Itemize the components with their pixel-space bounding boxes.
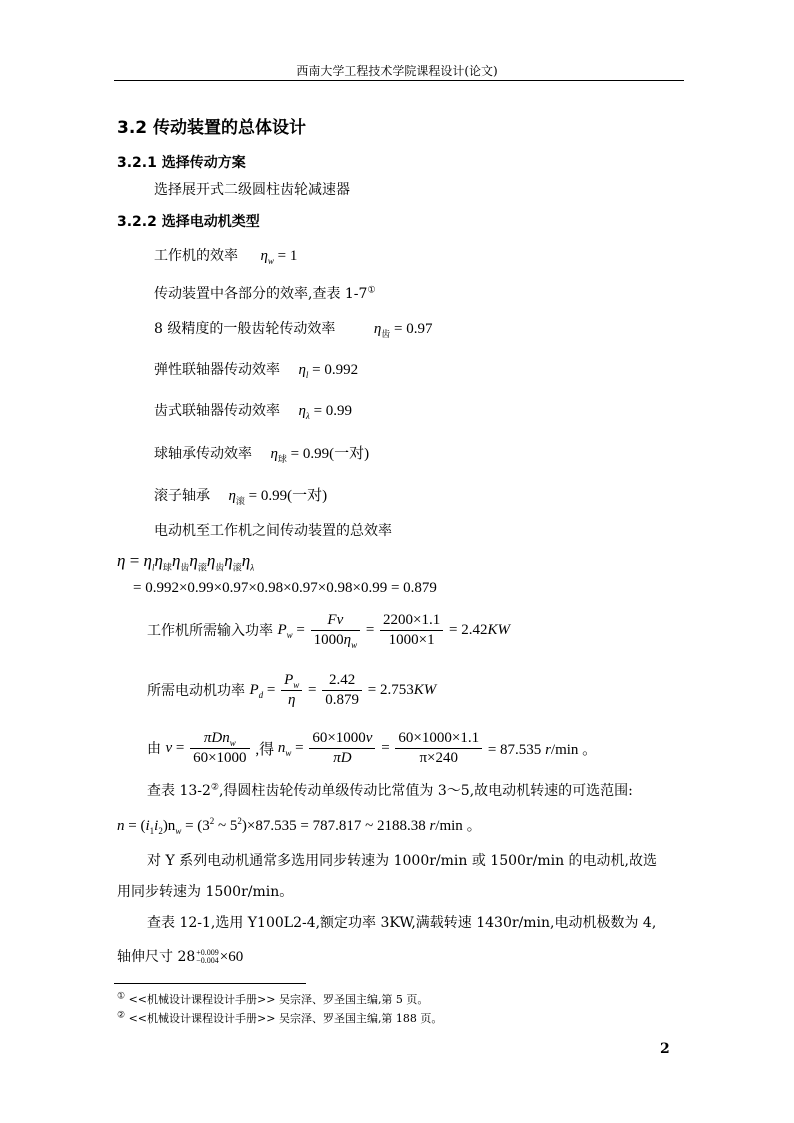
gear-eff-label: 8 级精度的一般齿轮传动效率 <box>154 321 336 337</box>
gear-eff-formula: $\eta_齿 = 0.97$ <box>373 321 433 339</box>
ball-label: 球轴承传动效率 <box>154 446 252 462</box>
total-efficiency-formula: $\eta = \eta_l\eta_球\eta_齿\eta_滚\eta_齿\eta_滚\eta_\lambda$ <box>117 551 255 573</box>
footnote-ref-2: ② <box>210 782 219 793</box>
gear-efficiency-line <box>154 318 433 338</box>
total-efficiency-calc: = 0.992×0.99×0.97×0.98×0.97×0.98×0.99 = 0.879 <box>133 580 437 596</box>
pw-line <box>147 612 510 649</box>
motor-speed-paragraph-line2: 用同步转速为 1500r/min。 <box>117 884 294 900</box>
subsection-title-2: 3.2.2 选择电动机类型 <box>117 214 260 230</box>
speed-range-formula: $n = (i_1i_2)n_w = (3^2$ ~ $5^2)\times 87.535 = 787.817$ ~ 2188.38 r/min 。 <box>117 816 482 836</box>
work-eff-label: 工作机的效率 <box>154 248 238 264</box>
scheme-text: 选择展开式二级圆柱齿轮减速器 <box>154 182 350 198</box>
pw-formula: $P_w$ = $\frac{Fv}{1000\eta_w}$ = $\frac{2200\times 1.1}{1000\times 1}$ = 2.42KW <box>277 612 510 650</box>
footnote-1: ① <<机械设计课程设计手册>> 吴宗泽、罗圣国主编,第 5 页。 <box>117 991 429 1006</box>
roller-formula: $\eta_滚 = 0.99$(一对) <box>228 488 328 506</box>
work-eff-formula: $\eta_w = 1$ <box>260 248 298 266</box>
toothed-coupling-line <box>154 400 352 420</box>
range-text: 查表 13-2②,得圆柱齿轮传动单级传动比常值为 3～5,故电动机转速的可选范围: <box>147 782 633 799</box>
page-header-title: 西南大学工程技术学院课程设计(论文) <box>296 64 498 78</box>
parts-efficiency-line <box>154 283 376 303</box>
nw-formula: v = $\frac{\pi Dn_w}{60\times 1000}$ ,得 $n_w$ = $\frac{60\times 1000v}{\pi D}$ = $\frac{60\times 1000\times 1.1}{\pi\times 240}$ = 87.535 r/min 。 <box>165 730 598 766</box>
motor-speed-paragraph-line1: 对 Y 系列电动机通常多选用同步转速为 1000r/min 或 1500r/min 的电动机,故选 <box>147 853 658 869</box>
subsection-title-1: 3.2.1 选择传动方案 <box>117 155 246 171</box>
ball-bearing-line <box>154 442 369 463</box>
pd-formula: $P_d$ = $\frac{P_w}{\eta}$ = $\frac{2.42}{0.879}$ = 2.753KW <box>249 672 437 708</box>
pw-label: 工作机所需输入功率 <box>147 622 273 639</box>
parts-eff-text: 传动装置中各部分的效率,查表 1-7 <box>154 286 368 302</box>
work-efficiency-line <box>154 245 297 265</box>
motor-selection-paragraph-line2: 轴伸尺寸 28 +0.009 −0.004 ×60 <box>117 948 244 965</box>
pd-label: 所需电动机功率 <box>147 682 245 699</box>
roller-label: 滚子轴承 <box>154 488 210 504</box>
roller-bearing-line <box>154 484 327 505</box>
motor-selection-paragraph-line1: 查表 12-1,选用 Y100L2-4,额定功率 3KW,满载转速 1430r/min,电动机极数为 4, <box>147 915 657 931</box>
footnote-2: ② <<机械设计课程设计手册>> 吴宗泽、罗圣国主编,第 188 页。 <box>117 1010 443 1025</box>
footnote-ref-1: ① <box>367 285 376 296</box>
header-rule <box>114 80 684 81</box>
nw-line: 由 v = $\frac{\pi Dn_w}{60\times 1000}$ ,得 $n_w$ = $\frac{60\times 1000v}{\pi D}$ = $\frac{60\times 1000\times 1.1}{\pi\times 240}$ = 87.535 r/min 。 <box>147 730 598 766</box>
toothed-formula: $\eta_\lambda = 0.99$ <box>298 403 353 421</box>
footnote-rule <box>114 983 306 984</box>
toothed-label: 齿式联轴器传动效率 <box>154 403 280 419</box>
section-title: 3.2 传动装置的总体设计 <box>117 118 307 138</box>
elastic-coupling-line <box>154 359 358 379</box>
total-efficiency-label: 电动机至工作机之间传动装置的总效率 <box>154 523 392 539</box>
pd-line <box>147 672 436 709</box>
ball-formula: $\eta_球 = 0.99$(一对) <box>270 446 370 464</box>
page-number: 2 <box>660 1041 670 1057</box>
elastic-formula: $\eta_l = 0.992$ <box>298 362 359 380</box>
elastic-label: 弹性联轴器传动效率 <box>154 362 280 378</box>
